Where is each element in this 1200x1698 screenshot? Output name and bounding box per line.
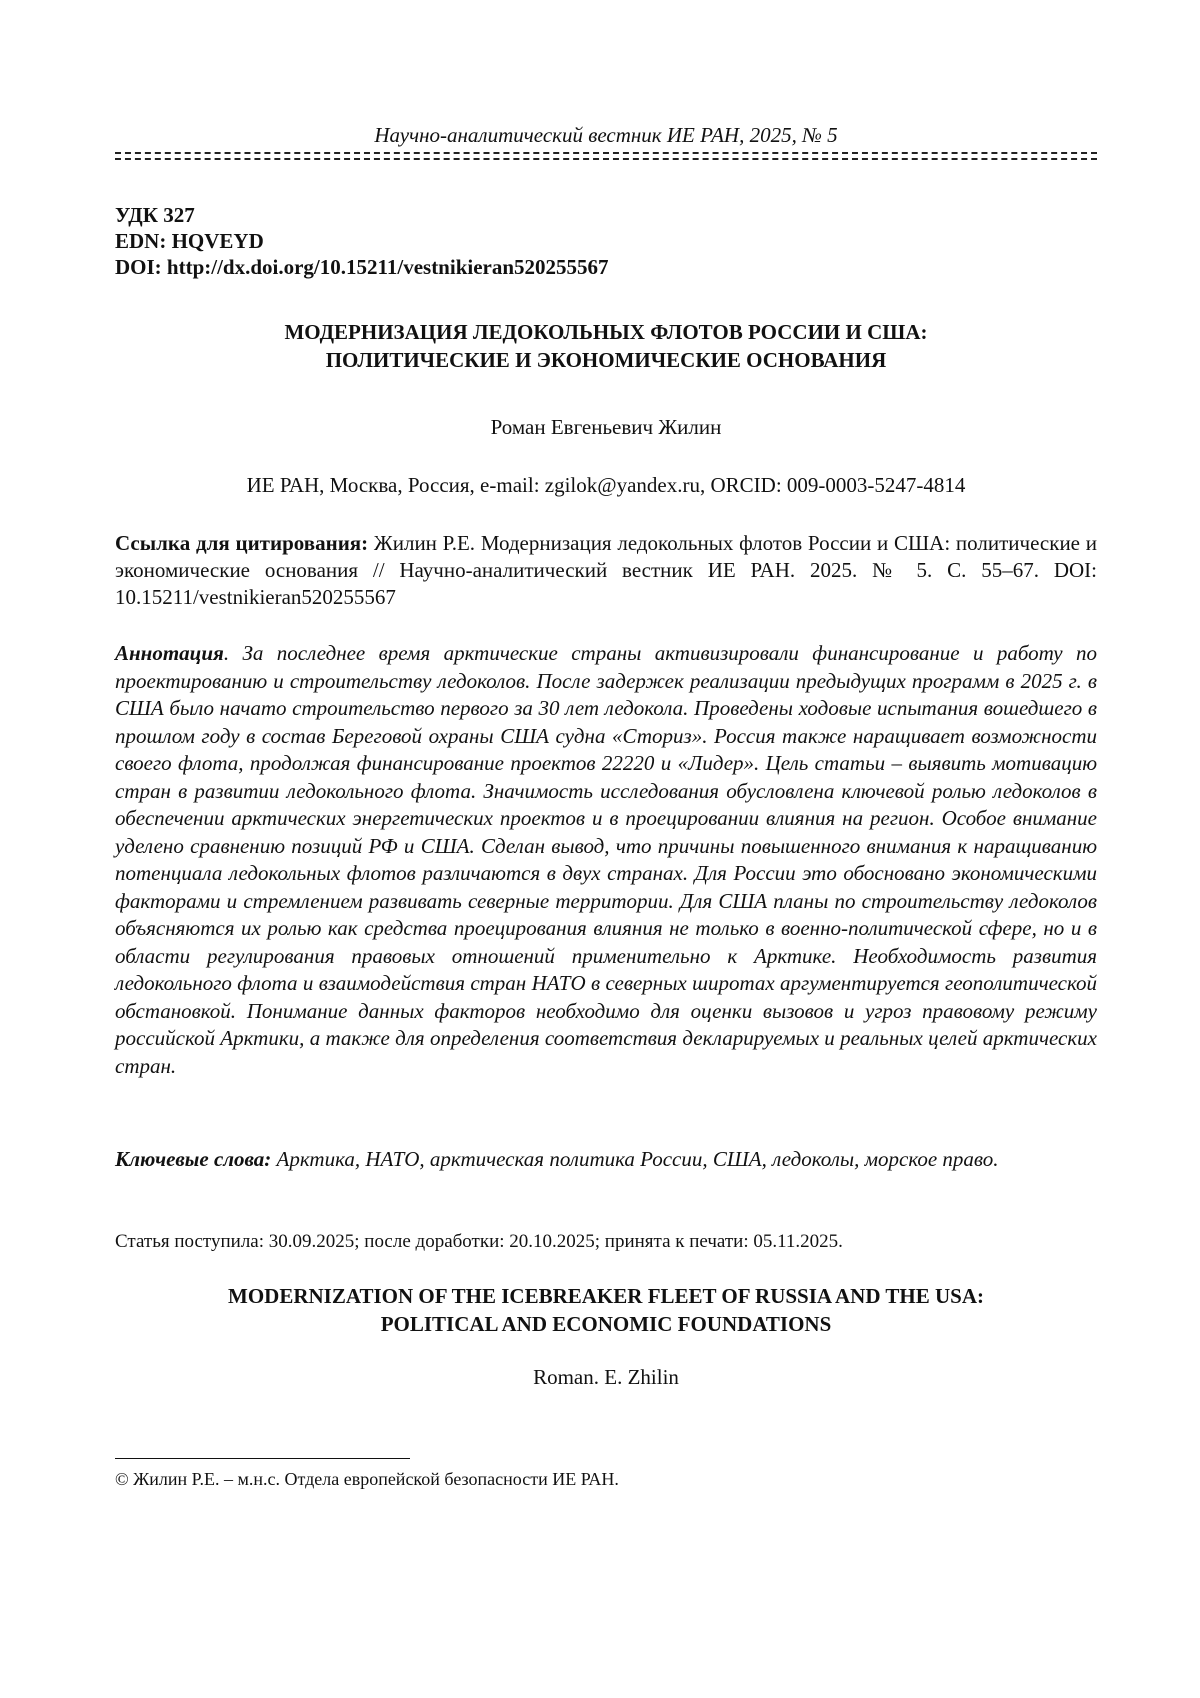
- author-name-en: Roman. E. Zhilin: [533, 1365, 679, 1389]
- footnote-separator: [115, 1458, 410, 1459]
- abstract-text: . За последнее время арктические страны активизировали финансирование и работу по проектированию и строительству ледоколов. После задержек реализации предыдущих программ в 2025 г. в США было начато строительство первого за 30 лет ледокола. Проведены ходовые испытания вошедшего в прошлом году в состав Береговой охраны США судна «Сториз». Россия также наращивает возможности своего флота, продолжая финансирование проектов 22220 и «Лидер». Цель статьи – выявить мотивацию стран в развитии ледокольного флота. Значимость исследования обусловлена ключевой ролью ледоколов в обеспечении арктических энергетических проектов и в проецировании влияния на регион. Особое внимание уделено сравнению позиций РФ и США. Сделан вывод, что причины повышенного внимания к наращиванию потенциала ледокольных флотов различаются в двух странах. Для России это обосновано экономическими факторами и стремлением развивать северные территории. Для США планы по строительству ледоколов объясняются их ролью как средства проецирования влияния не только в военно-политической сфере, но и в области регулирования правовых отношений применительно к Арктике. Необходимость развития ледокольного флота и взаимодействия стран НАТО в северных широтах аргументируется геополитической обстановкой. Понимание данных факторов необходимо для оценки вызовов и угроз правовому режиму российской Арктики, а также для определения соответствия декларируемых и реальных целей арктических стран.: [115, 641, 1097, 1078]
- keywords-label: Ключевые слова:: [115, 1147, 272, 1171]
- title-en-line-2: POLITICAL AND ECONOMIC FOUNDATIONS: [380, 1312, 832, 1336]
- running-head: Научно-аналитический вестник ИЕ РАН, 2025, № 5: [374, 123, 838, 147]
- author-affiliation: ИЕ РАН, Москва, Россия, e-mail: zgilok@yandex.ru, ORCID: 009-0003-5247-4814: [246, 473, 966, 497]
- title-ru-line-1: МОДЕРНИЗАЦИЯ ЛЕДОКОЛЬНЫХ ФЛОТОВ РОССИИ И США:: [284, 320, 928, 344]
- abstract-block: [115, 640, 1097, 1080]
- author-name-ru: Роман Евгеньевич Жилин: [490, 415, 722, 439]
- abstract-label: Аннотация: [115, 641, 224, 665]
- keywords-text: Арктика, НАТО, арктическая политика России, США, ледоколы, морское право.: [271, 1147, 999, 1171]
- article-dates: Статья поступила: 30.09.2025; после доработки: 20.10.2025; принята к печати: 05.11.2025.: [115, 1231, 843, 1252]
- edn-code: EDN: HQVEYD: [115, 229, 264, 253]
- citation-label: Ссылка для цитирования:: [115, 531, 369, 555]
- citation-block: [115, 530, 1097, 611]
- keywords-block: [115, 1146, 1097, 1174]
- citation-text: Жилин Р.Е. Модернизация ледокольных флотов России и США: политические и экономические основания // Научно-аналитический вестник ИЕ РАН. 2025. № 5. С. 55–67. DOI: 10.15211/vestnikieran520255567: [115, 531, 1098, 609]
- header-double-rule: [115, 152, 1097, 160]
- identifiers-block: [115, 202, 609, 280]
- udk-code: УДК 327: [115, 203, 195, 227]
- doi-link[interactable]: DOI: http://dx.doi.org/10.15211/vestnikieran520255567: [115, 255, 609, 279]
- article-title-en: [115, 1282, 1097, 1338]
- author-footnote: © Жилин Р.Е. – м.н.с. Отдела европейской безопасности ИЕ РАН.: [115, 1469, 619, 1489]
- article-title-ru: [115, 318, 1097, 374]
- title-en-line-1: MODERNIZATION OF THE ICEBREAKER FLEET OF RUSSIA AND THE USA:: [228, 1284, 984, 1308]
- title-ru-line-2: ПОЛИТИЧЕСКИЕ И ЭКОНОМИЧЕСКИЕ ОСНОВАНИЯ: [325, 348, 887, 372]
